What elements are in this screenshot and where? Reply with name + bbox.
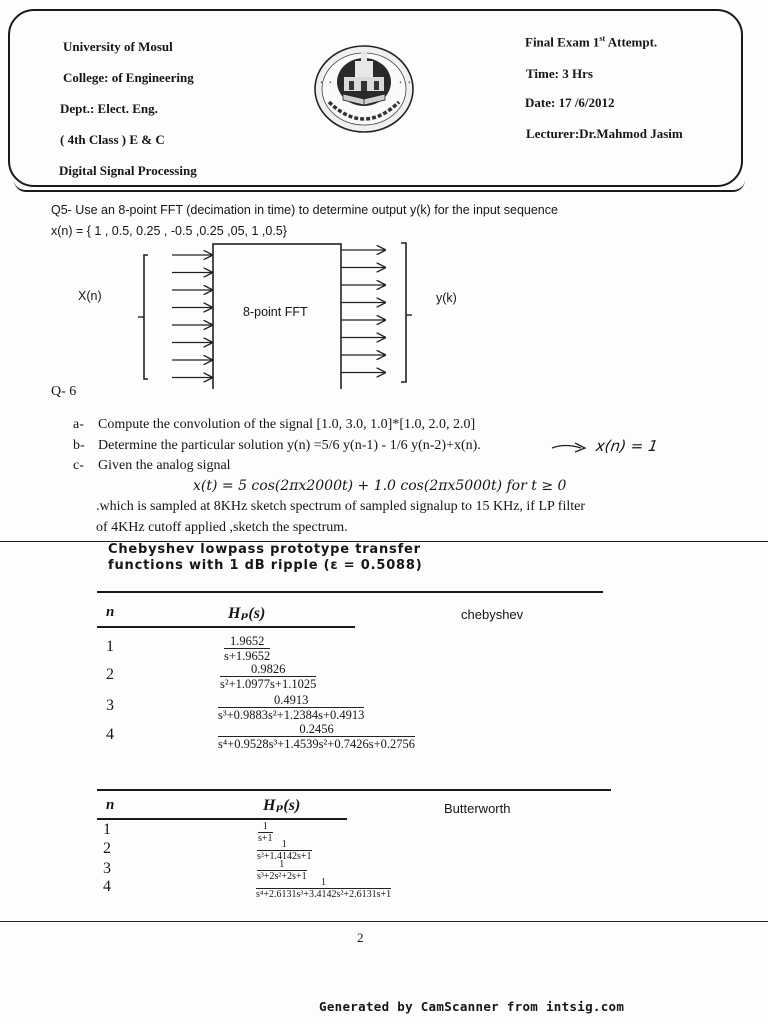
butterworth-header-rule xyxy=(97,818,347,820)
butterworth-top-rule xyxy=(97,789,611,791)
svg-text:• ٠ •: • ٠ • xyxy=(399,80,411,86)
butterworth-col-h: Hₚ(s) xyxy=(263,797,301,814)
chebyshev-row-2-denominator: s²+1.0977s+1.1025 xyxy=(220,677,317,691)
university-seal-icon xyxy=(313,44,415,134)
chebyshev-row-4-denominator: s⁴+0.9528s³+1.4539s²+0.7426s+0.2756 xyxy=(218,737,416,751)
butterworth-row-4-transfer xyxy=(256,878,391,900)
q5-statement: Q5- Use an 8-point FFT (decimation in time) to determine output y(k) for the input sequence xyxy=(51,203,558,217)
department: Dept.: Elect. Eng. xyxy=(60,101,158,116)
butterworth-row-3-numerator: 1 xyxy=(279,859,285,870)
fft-block-label: 8-point FFT xyxy=(243,305,308,319)
butterworth-row-3-denominator: s³+2s²+2s+1 xyxy=(257,871,307,882)
q6-item-a: Compute the convolution of the signal [1.0, 3.0, 1.0]*[1.0, 2.0, 2.0] xyxy=(98,417,476,432)
butterworth-row-4-n: 4 xyxy=(103,878,111,895)
butterworth-row-1-n: 1 xyxy=(103,821,111,838)
q6-item-c-line3: of 4KHz cutoff applied ,sketch the spectrum. xyxy=(96,520,348,535)
chebyshev-row-1-denominator: s+1.9652 xyxy=(224,649,271,663)
chebyshev-row-3-n: 3 xyxy=(106,697,114,714)
chebyshev-col-h: Hₚ(s) xyxy=(228,605,266,622)
butterworth-row-2-transfer xyxy=(257,840,312,862)
butterworth-row-1-denominator: s+1 xyxy=(258,833,273,844)
chebyshev-top-rule xyxy=(97,591,603,593)
handwritten-arrow-icon xyxy=(551,441,591,453)
q6-item-c: Given the analog signal xyxy=(98,458,231,473)
signal-equation: x(t) = 5 cos(2πx2000t) + 1.0 cos(2πx5000t) for t ≥ 0 xyxy=(193,478,567,494)
chebyshev-row-1-n: 1 xyxy=(106,638,114,655)
chebyshev-row-1-numerator: 1.9652 xyxy=(229,634,265,648)
university-name: University of Mosul xyxy=(63,39,173,54)
page-number: 2 xyxy=(357,930,364,945)
svg-text:• ٠ •: • ٠ • xyxy=(320,80,332,86)
exam-title: Final Exam 1st Attempt. xyxy=(525,34,658,50)
chebyshev-row-3-denominator: s³+0.9883s²+1.2384s+0.4913 xyxy=(218,708,365,722)
chebyshev-row-2-numerator: 0.9826 xyxy=(250,662,286,676)
chebyshev-tag: chebyshev xyxy=(461,607,524,622)
q6-item-b-marker: b- xyxy=(73,438,85,453)
fft-block-diagram xyxy=(130,237,430,389)
input-label: X(n) xyxy=(78,289,102,303)
chebyshev-table-title-line2: functions with 1 dB ripple (ε = 0.5088) xyxy=(108,558,423,573)
butterworth-row-4-numerator: 1 xyxy=(321,877,327,888)
chebyshev-col-n: n xyxy=(106,604,115,620)
scanner-footer: Generated by CamScanner from intsig.com xyxy=(319,999,625,1014)
chebyshev-row-3-transfer xyxy=(218,694,364,722)
exam-date: Date: 17 /6/2012 xyxy=(525,95,615,110)
chebyshev-row-4-transfer xyxy=(218,723,415,751)
butterworth-row-4-denominator: s⁴+2.6131s³+3.4142s²+2.6131s+1 xyxy=(256,889,392,900)
class-label: ( 4th Class ) E & C xyxy=(60,132,165,147)
chebyshev-row-2-transfer xyxy=(220,663,316,691)
chebyshev-row-4-n: 4 xyxy=(106,726,114,743)
chebyshev-row-1-transfer xyxy=(224,635,270,663)
course-name: Digital Signal Processing xyxy=(59,163,197,178)
chebyshev-table-title-line1: Chebyshev lowpass prototype transfer xyxy=(108,542,421,557)
chebyshev-row-4-numerator: 0.2456 xyxy=(299,722,334,736)
q6-label: Q- 6 xyxy=(51,384,77,399)
college-name: College: of Engineering xyxy=(63,70,194,85)
q5-sequence: x(n) = { 1 , 0.5, 0.25 , -0.5 ,0.25 ,05, 1 ,0.5} xyxy=(51,224,287,238)
exam-time: Time: 3 Hrs xyxy=(526,66,593,81)
chebyshev-row-3-numerator: 0.4913 xyxy=(274,693,309,707)
output-label: y(k) xyxy=(436,291,457,305)
butterworth-row-3-n: 3 xyxy=(103,860,111,877)
q6-item-b: Determine the particular solution y(n) =5/6 y(n-1) - 1/6 y(n-2)+x(n). xyxy=(98,438,481,453)
chebyshev-header-rule xyxy=(97,626,355,628)
butterworth-tag: Butterworth xyxy=(444,801,511,816)
butterworth-col-n: n xyxy=(106,797,115,813)
q6-item-c-marker: c- xyxy=(73,458,84,473)
bottom-divider xyxy=(0,921,768,922)
chebyshev-row-2-n: 2 xyxy=(106,666,114,683)
butterworth-row-1-numerator: 1 xyxy=(262,821,268,832)
butterworth-row-2-n: 2 xyxy=(103,840,111,857)
butterworth-row-2-denominator: s²+1.4142s+1 xyxy=(257,851,312,862)
lecturer-name: Lecturer:Dr.Mahmod Jasim xyxy=(526,126,683,141)
butterworth-row-2-numerator: 1 xyxy=(281,839,287,850)
handwritten-note: x(n) = 1 xyxy=(594,437,660,455)
q6-item-a-marker: a- xyxy=(73,417,84,432)
q6-item-c-line2: .which is sampled at 8KHz sketch spectrum of sampled signalup to 15 KHz, if LP filter xyxy=(96,499,585,514)
